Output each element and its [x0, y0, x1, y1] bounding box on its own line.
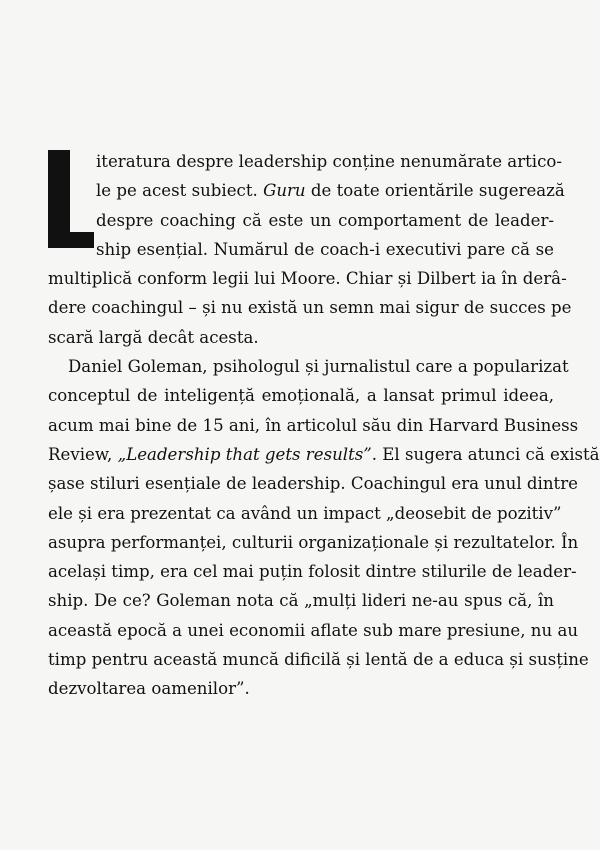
text-run: ship esențial. Numărul de coach-i executivi pare că se: [96, 239, 554, 259]
body-text: [48, 147, 600, 704]
text-run: același timp, era cel mai puțin folosit dintre stilurile de leader-: [48, 562, 577, 582]
paragraph-2-line-5: [48, 469, 578, 498]
text-run: despre coaching că este un comportament de leader-: [96, 210, 554, 230]
text-run: scară largă decât acesta.: [48, 327, 259, 347]
paragraph-2-line-3: [48, 411, 579, 440]
text-run: . El sugera atunci că există: [371, 444, 600, 464]
article-title: „Leadership that gets results”: [117, 444, 372, 464]
text-run: timp pentru această muncă dificilă și lentă de a educa și susține: [48, 650, 589, 670]
text-run: această epocă a unei economii aflate sub mare presiune, nu au: [48, 620, 579, 640]
paragraph-2-line-12: [48, 674, 554, 703]
paragraph-1-line-1: [48, 147, 563, 176]
text-run: șase stiluri esențiale de leadership. Coachingul era unul dintre: [48, 474, 578, 494]
paragraph-2-line-11: [48, 645, 589, 674]
paragraph-1-line-3: [48, 206, 554, 235]
text-run: iteratura despre leadership conține nenumărate artico-: [96, 152, 563, 171]
text-run: acum mai bine de 15 ani, în articolul său din Harvard Business: [48, 415, 579, 435]
text-run: Review,: [48, 444, 118, 464]
paragraph-1-line-5: [48, 264, 567, 293]
paragraph-2-line-2: [48, 381, 554, 410]
paragraph-2-line-8: [48, 557, 577, 586]
text-run: ele și era prezentat ca având un impact „deosebit de pozitiv”: [48, 503, 562, 523]
text-run: dere coachingul – și nu există un semn mai sigur de succes pe: [48, 298, 572, 318]
paragraph-2-line-1: [48, 352, 569, 381]
paragraph-2-line-9: [48, 586, 554, 615]
text-run: multiplică conform legii lui Moore. Chiar și Dilbert ia în derâ-: [48, 269, 567, 289]
text-run: de toate orientările sugerează: [305, 181, 565, 201]
paragraph-1-line-6: [48, 293, 572, 322]
paragraph-2-line-10: [48, 616, 579, 645]
text-run: dezvoltarea oamenilor”.: [48, 679, 250, 699]
italic-term-guru: Guru: [263, 181, 306, 201]
paragraph-1-line-4: [48, 235, 554, 264]
text-run: le pe acest subiect.: [96, 181, 258, 201]
paragraph-1-line-7: [48, 323, 554, 352]
paragraph-2-line-6: [48, 499, 562, 528]
paragraph-2-line-4: [48, 440, 600, 469]
paragraph-1-line-2: [48, 176, 565, 205]
text-run: ship. De ce? Goleman nota că „mulți lideri ne-au spus că, în: [48, 591, 554, 611]
text-run: Daniel Goleman, psihologul și jurnalistul care a popularizat: [68, 357, 569, 377]
text-run: conceptul de inteligență emoțională, a lansat primul ideea,: [48, 386, 554, 406]
text-run: asupra performanței, culturii organizaționale și rezultatelor. În: [48, 532, 579, 552]
paragraph-2-line-7: [48, 528, 579, 557]
